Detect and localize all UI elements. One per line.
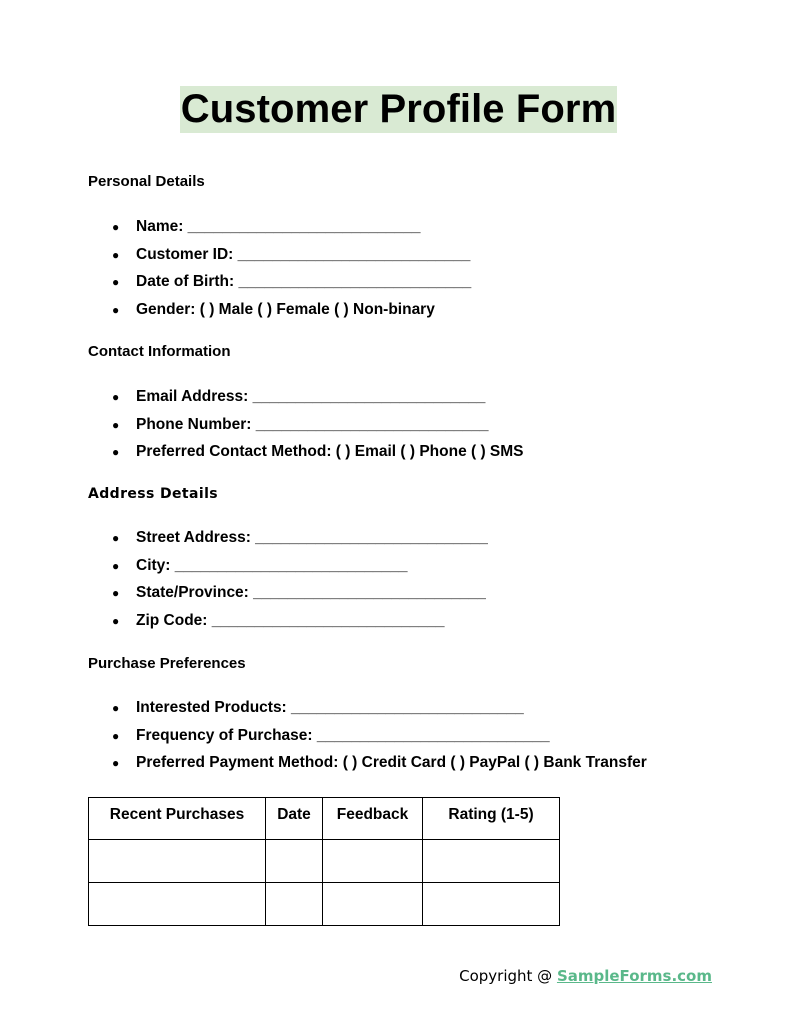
list-item-preferred-contact-method — [88, 442, 524, 470]
field-label-street-address: Street Address: ___________________________ — [136, 529, 488, 546]
field-label-preferred-payment-method: Preferred Payment Method: ( ) Credit Card ( ) PayPal ( ) Bank Transfer — [136, 754, 647, 772]
list-item-email-address — [88, 387, 524, 415]
title-wrapper — [0, 86, 797, 133]
list-item-city — [88, 556, 488, 584]
table-cell[interactable] — [323, 840, 423, 883]
field-label-city: City: ___________________________ — [136, 556, 408, 574]
list-item-gender — [88, 300, 471, 328]
section-heading-personal-details: Personal Details — [88, 173, 205, 190]
list-item-street-address — [88, 528, 488, 556]
table-cell[interactable] — [323, 883, 423, 926]
table-header-feedback: Feedback — [323, 798, 423, 840]
contact-information-list — [88, 387, 524, 470]
list-item-zip-code — [88, 611, 488, 639]
bullet-icon: ● — [112, 728, 120, 743]
field-label-zip-code: Zip Code: ___________________________ — [136, 611, 445, 629]
field-label-date-of-birth: Date of Birth: ___________________________ — [136, 273, 472, 291]
bullet-icon: ● — [112, 531, 120, 545]
list-item-customer-id — [88, 245, 471, 273]
bullet-icon: ● — [112, 275, 120, 290]
field-label-interested-products: Interested Products: ___________________________ — [136, 699, 524, 716]
bullet-icon: ● — [112, 756, 120, 771]
bullet-icon: ● — [112, 445, 120, 460]
bullet-icon: ● — [112, 417, 120, 432]
table-cell[interactable] — [423, 883, 560, 926]
recent-purchases-table — [88, 797, 560, 926]
field-label-preferred-contact-method: Preferred Contact Method: ( ) Email ( ) Phone ( ) SMS — [136, 443, 524, 461]
field-label-state-province: State/Province: ___________________________ — [136, 584, 486, 602]
bullet-icon: ● — [112, 302, 120, 317]
section-heading-address-details: Address Details — [88, 486, 219, 502]
list-item-date-of-birth — [88, 272, 471, 300]
table-cell[interactable] — [266, 840, 323, 883]
table-cell[interactable] — [89, 840, 266, 883]
bullet-icon: ● — [112, 390, 120, 404]
table-header-row — [89, 798, 560, 840]
table-row — [89, 883, 560, 926]
list-item-name — [88, 217, 471, 245]
table-cell[interactable] — [89, 883, 266, 926]
list-item-state-province — [88, 583, 488, 611]
field-label-gender: Gender: ( ) Male ( ) Female ( ) Non-binary — [136, 300, 435, 318]
bullet-icon: ● — [112, 220, 120, 234]
field-label-name: Name: ___________________________ — [136, 218, 421, 235]
table-header-rating: Rating (1-5) — [423, 798, 560, 840]
section-heading-contact-information: Contact Information — [88, 343, 231, 360]
address-details-list — [88, 528, 488, 638]
sampleforms-link[interactable]: SampleForms.com — [556, 967, 712, 985]
field-label-phone-number: Phone Number: ___________________________ — [136, 415, 489, 433]
personal-details-list — [88, 217, 471, 327]
bullet-icon: ● — [112, 558, 120, 573]
list-item-interested-products — [88, 698, 647, 726]
list-item-preferred-payment-method — [88, 753, 647, 781]
table-cell[interactable] — [423, 840, 560, 883]
field-label-email-address: Email Address: ___________________________ — [136, 388, 486, 405]
table-row — [89, 840, 560, 883]
bullet-icon: ● — [112, 586, 120, 601]
field-label-frequency-of-purchase: Frequency of Purchase: ___________________________ — [136, 726, 550, 744]
table-header-recent-purchases: Recent Purchases — [89, 798, 266, 840]
section-heading-purchase-preferences: Purchase Preferences — [88, 655, 246, 672]
bullet-icon: ● — [112, 613, 120, 628]
table-header-date: Date — [266, 798, 323, 840]
table-cell[interactable] — [266, 883, 323, 926]
bullet-icon: ● — [112, 247, 120, 262]
bullet-icon: ● — [112, 701, 120, 715]
purchase-preferences-list — [88, 698, 647, 781]
footer-copyright — [459, 967, 712, 985]
page-title: Customer Profile Form — [180, 87, 617, 131]
list-item-phone-number — [88, 415, 524, 443]
field-label-customer-id: Customer ID: ___________________________ — [136, 245, 471, 263]
list-item-frequency-of-purchase — [88, 726, 647, 754]
copyright-text: Copyright @ — [459, 967, 557, 985]
